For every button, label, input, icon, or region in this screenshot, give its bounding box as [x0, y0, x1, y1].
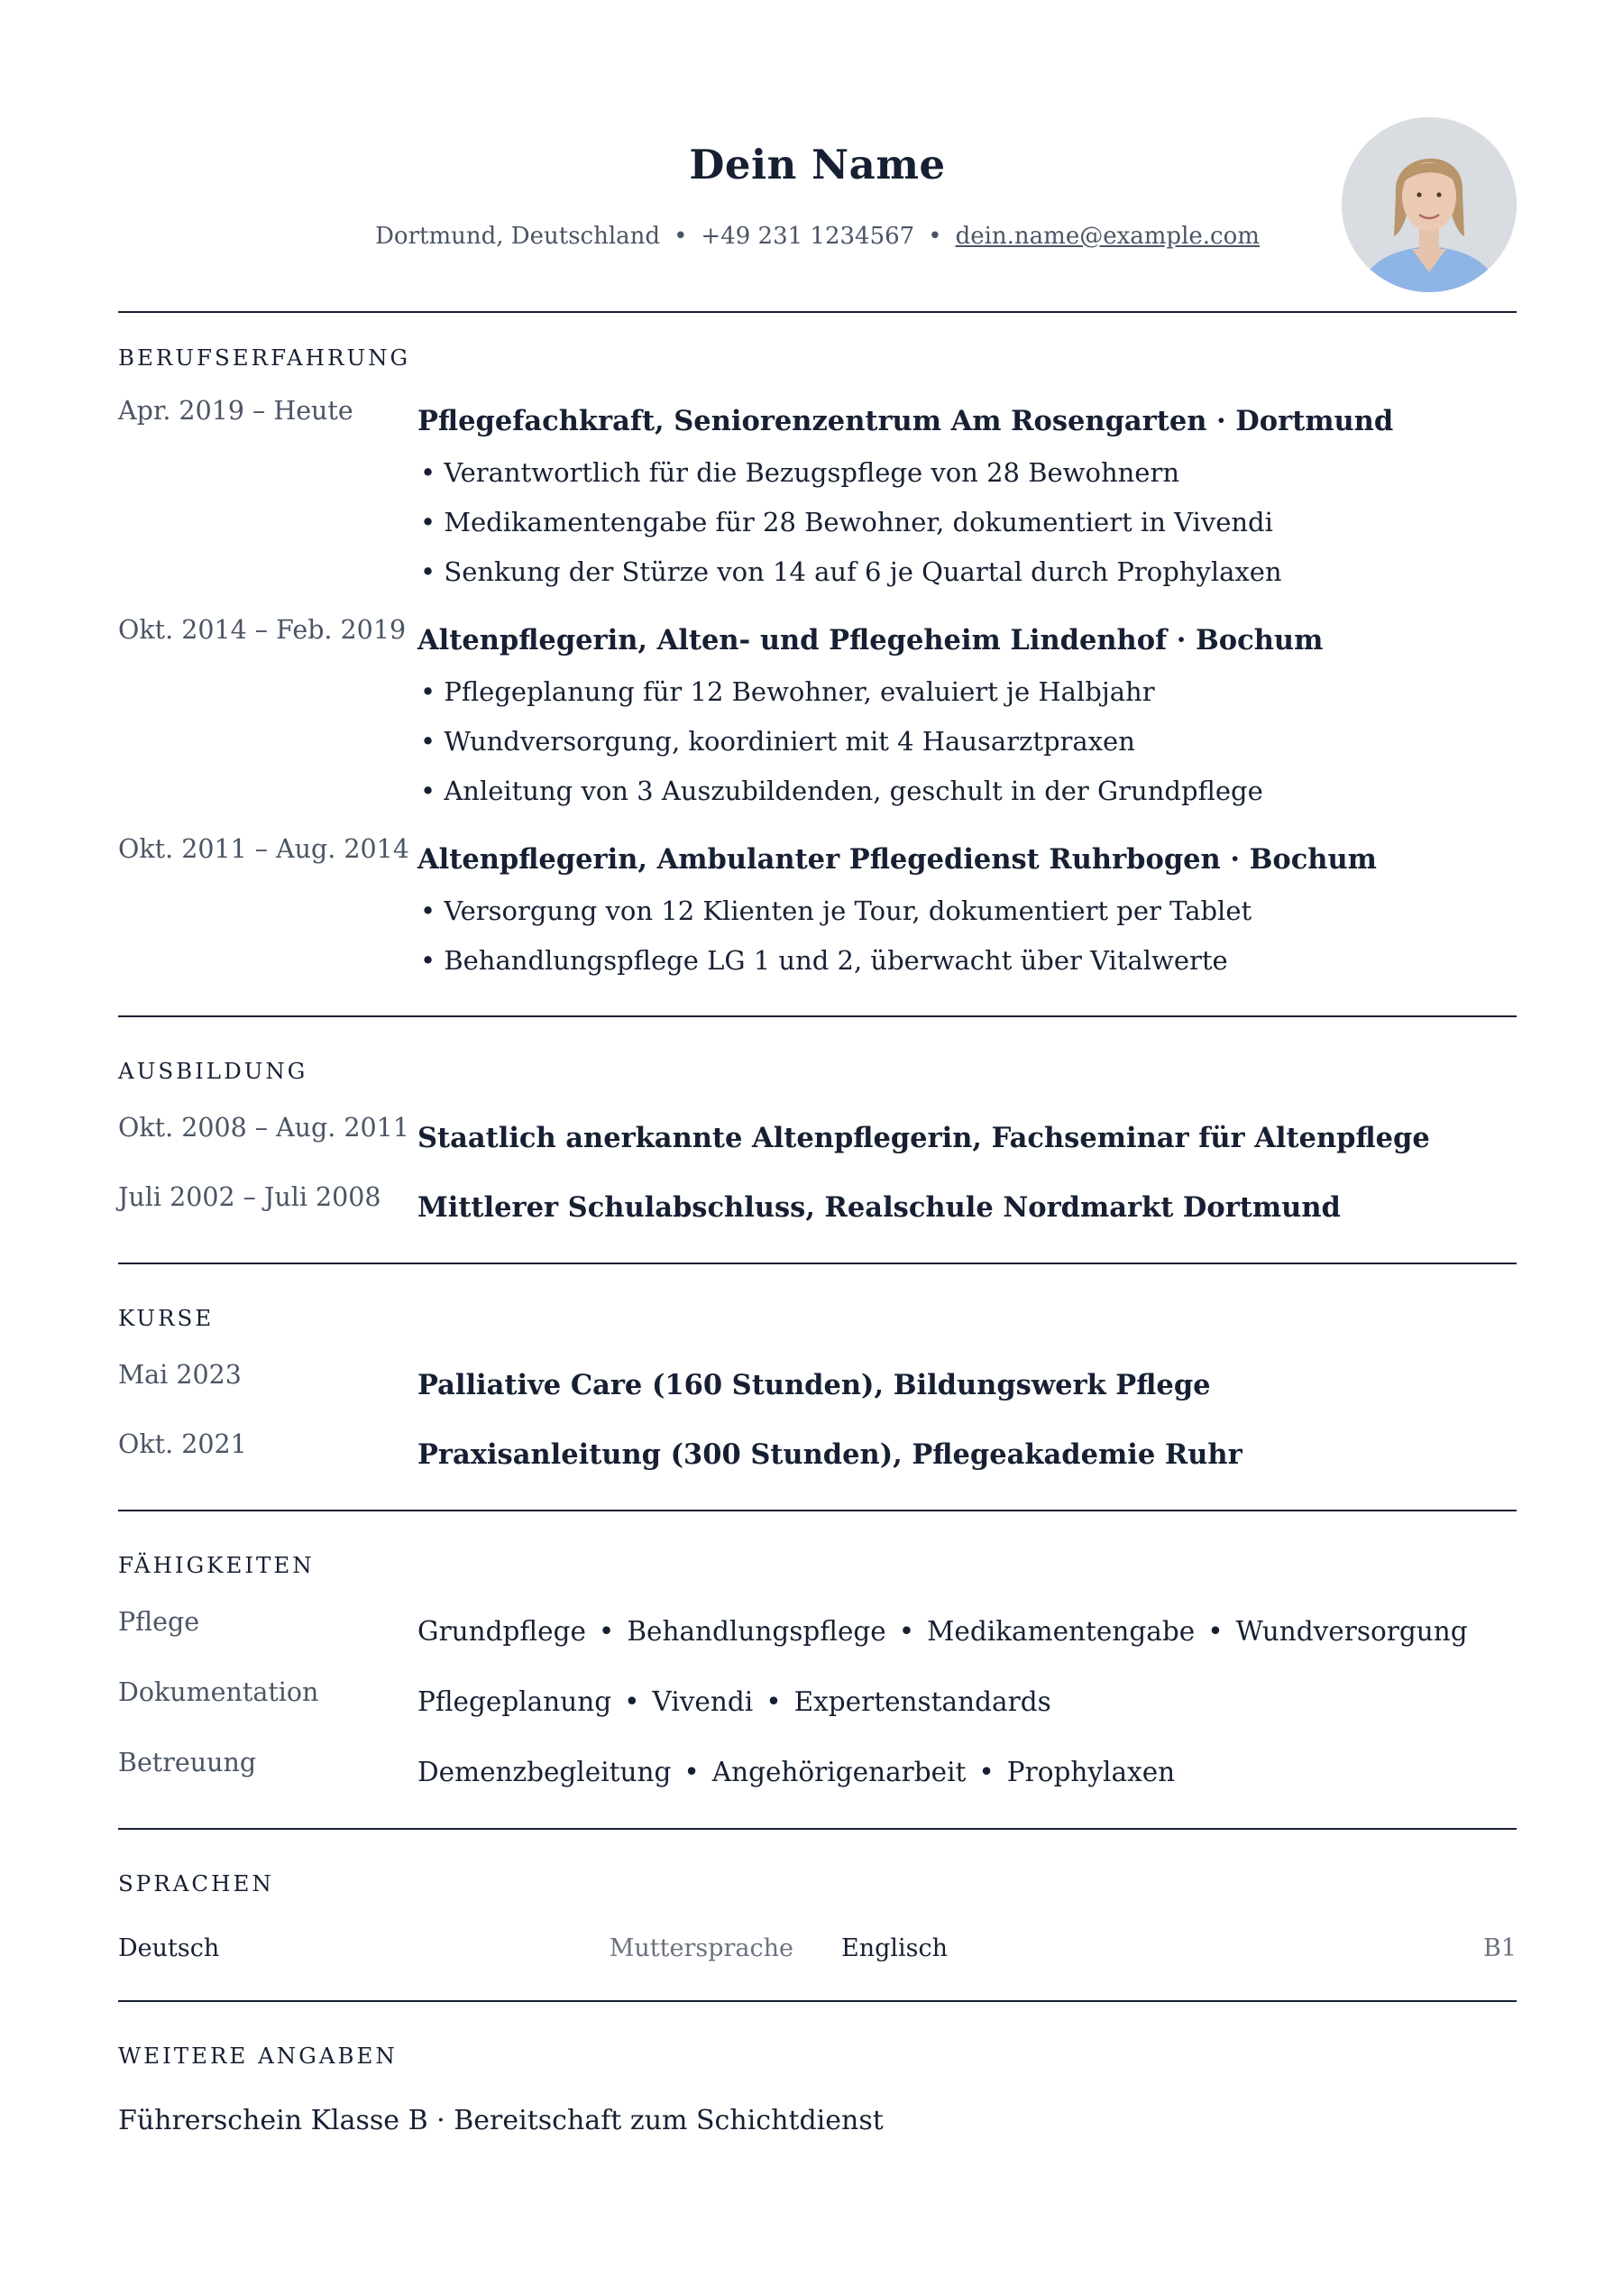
section-divider: [118, 311, 1517, 313]
job-date: Okt. 2014 – Feb. 2019: [118, 615, 407, 645]
education-date: Okt. 2008 – Aug. 2011: [118, 1113, 409, 1143]
job-bullet: • Behandlungspflege LG 1 und 2, überwacht über Vitalwerte: [420, 945, 1228, 976]
experience-section-title: BERUFSERFAHRUNG: [118, 344, 411, 371]
job-bullet: • Wundversorgung, koordiniert mit 4 Hausarztpraxen: [420, 726, 1135, 757]
additional-info-text: Führerschein Klasse B · Bereitschaft zum Schichtdienst: [118, 2105, 884, 2136]
job-bullet: • Senkung der Stürze von 14 auf 6 je Quartal durch Prophylaxen: [420, 556, 1282, 587]
education-title: Mittlerer Schulabschluss, Realschule Nordmarkt Dortmund: [417, 1191, 1341, 1224]
section-divider: [118, 1828, 1517, 1830]
contact-separator: •: [928, 223, 942, 250]
skill-separator: •: [624, 1686, 640, 1717]
job-bullet: • Versorgung von 12 Klienten je Tour, dokumentiert per Tablet: [420, 895, 1252, 926]
skill-separator: •: [898, 1616, 915, 1647]
skill-list: [417, 1616, 1468, 1647]
skill-separator: •: [683, 1757, 700, 1787]
job-bullet: • Anleitung von 3 Auszubildenden, geschult in der Grundpflege: [420, 776, 1263, 806]
job-title: Pflegefachkraft, Seniorenzentrum Am Rosengarten · Dortmund: [417, 405, 1394, 437]
job-bullet: • Medikamentengabe für 28 Bewohner, dokumentiert in Vivendi: [420, 507, 1273, 537]
language-name: Deutsch: [118, 1934, 220, 1962]
skill-item: Grundpflege: [417, 1616, 586, 1647]
portrait-image: [1342, 117, 1517, 292]
education-section-title: AUSBILDUNG: [118, 1058, 308, 1084]
job-bullet: • Pflegeplanung für 12 Bewohner, evaluiert je Halbjahr: [420, 676, 1155, 707]
contact-separator: •: [674, 223, 688, 250]
skill-item: Pflegeplanung: [417, 1686, 612, 1717]
courses-section-title: KURSE: [118, 1305, 215, 1331]
language-level: B1: [1482, 1934, 1517, 1962]
job-title: Altenpflegerin, Ambulanter Pflegedienst Ruhrbogen · Bochum: [417, 843, 1377, 876]
location-text: Dortmund, Deutschland: [375, 223, 661, 250]
skill-item: Angehörigenarbeit: [711, 1757, 967, 1787]
skill-separator: •: [766, 1686, 782, 1717]
profile-photo: [1342, 117, 1517, 292]
skill-list: [417, 1759, 1175, 1786]
job-date: Apr. 2019 – Heute: [118, 396, 353, 426]
section-divider: [118, 1263, 1517, 1264]
skill-separator: •: [978, 1757, 995, 1787]
skills-section-title: FÄHIGKEITEN: [118, 1552, 315, 1578]
section-divider: [118, 1510, 1517, 1511]
skill-separator: •: [1207, 1616, 1224, 1647]
languages-section-title: SPRACHEN: [118, 1870, 274, 1896]
job-date: Okt. 2011 – Aug. 2014: [118, 834, 409, 864]
skill-item: Prophylaxen: [1006, 1757, 1176, 1787]
skill-group-label: Pflege: [118, 1607, 200, 1637]
education-title: Staatlich anerkannte Altenpflegerin, Fachseminar für Altenpflege: [417, 1122, 1430, 1154]
contact-line: [118, 223, 1517, 250]
skill-group-label: Dokumentation: [118, 1677, 319, 1707]
job-title: Altenpflegerin, Alten- und Pflegeheim Lindenhof · Bochum: [417, 624, 1324, 657]
additional-section-title: WEITERE ANGABEN: [118, 2043, 398, 2069]
language-name: Englisch: [841, 1934, 949, 1962]
language-level: Muttersprache: [609, 1934, 793, 1962]
job-bullet: • Verantwortlich für die Bezugspflege von 28 Bewohnern: [420, 457, 1180, 488]
skill-item: Behandlungspflege: [627, 1616, 886, 1647]
skill-item: Expertenstandards: [793, 1686, 1051, 1717]
section-divider: [118, 2000, 1517, 2002]
phone-text: +49 231 1234567: [701, 223, 915, 250]
skill-separator: •: [598, 1616, 615, 1647]
skill-item: Demenzbegleitung: [417, 1757, 672, 1787]
person-name: Dein Name: [689, 141, 946, 188]
skill-item: Vivendi: [652, 1686, 754, 1717]
skill-item: Medikamentengabe: [927, 1616, 1196, 1647]
section-divider: [118, 1015, 1517, 1017]
skill-group-label: Betreuung: [118, 1748, 257, 1777]
course-title: Praxisanleitung (300 Stunden), Pflegeakademie Ruhr: [417, 1438, 1242, 1471]
course-date: Okt. 2021: [118, 1429, 247, 1459]
course-title: Palliative Care (160 Stunden), Bildungswerk Pflege: [417, 1369, 1211, 1401]
education-date: Juli 2002 – Juli 2008: [118, 1182, 381, 1212]
skill-item: Wundversorgung: [1235, 1616, 1468, 1647]
skill-list: [417, 1686, 1051, 1717]
resume-header: [118, 117, 1517, 311]
course-date: Mai 2023: [118, 1360, 242, 1390]
email-link[interactable]: dein.name@example.com: [955, 223, 1260, 250]
